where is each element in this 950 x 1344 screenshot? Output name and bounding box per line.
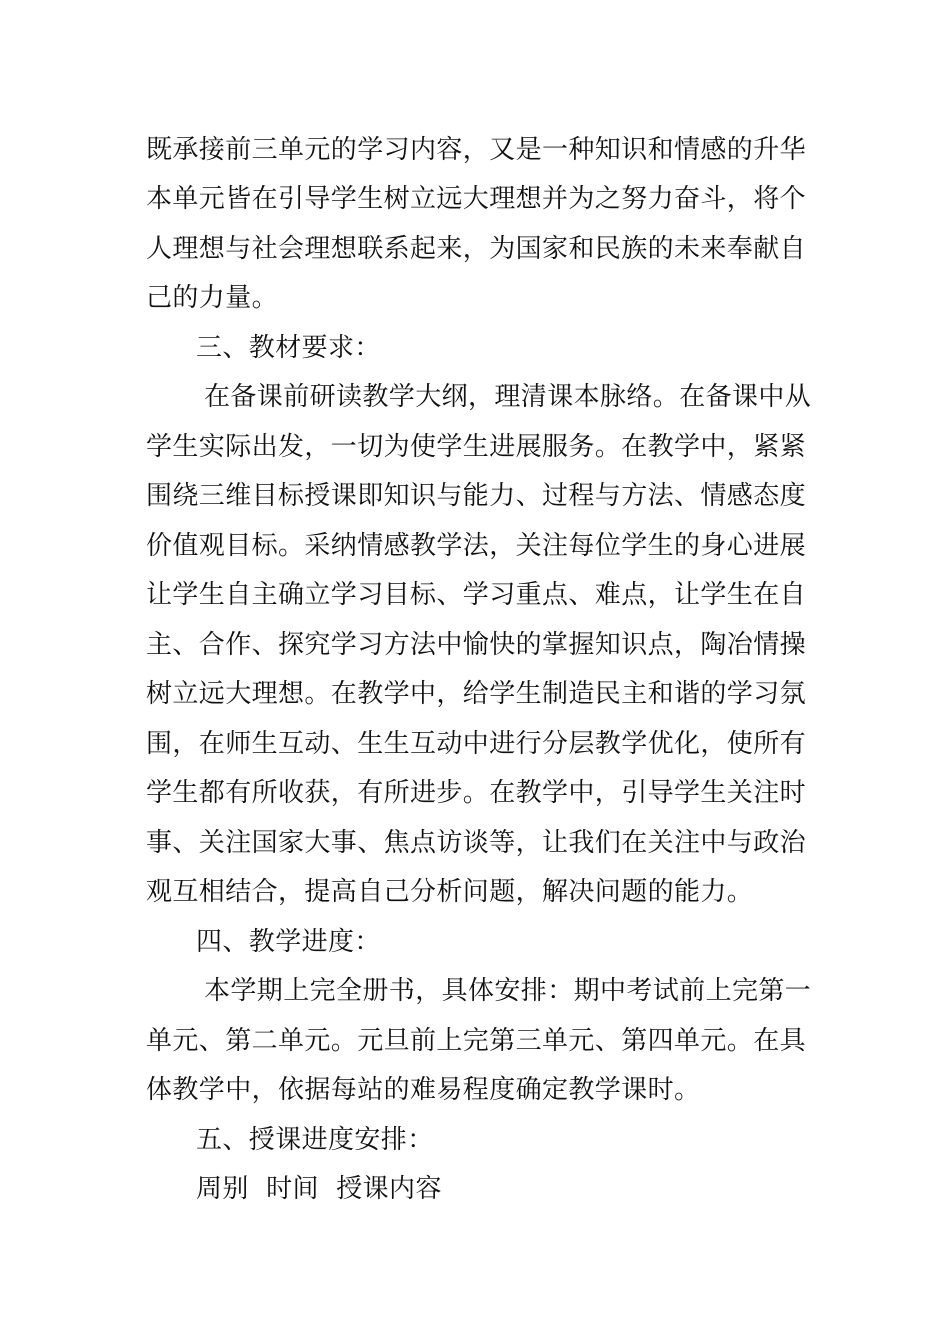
paragraph-line-9: 让学生自主确立学习目标、学习重点、难点，让学生在自 (146, 580, 807, 610)
paragraph-line-2: 本单元皆在引导学生树立远大理想并为之努力奋斗，将个 (146, 184, 807, 214)
paragraph-line-15: 观互相结合，提高自己分析问题，解决问题的能力。 (146, 877, 754, 907)
paragraph-line-12: 围，在师生互动、生生互动中进行分层教学优化，使所有 (146, 729, 807, 759)
section-heading-3: 三、教材要求： (196, 333, 381, 363)
paragraph-line-14: 事、关注国家大事、焦点访谈等，让我们在关注中与政治 (146, 828, 807, 858)
paragraph-line-8: 价值观目标。采纳情感教学法，关注每位学生的身心进展 (146, 531, 807, 561)
paragraph-line-6: 学生实际出发，一切为使学生进展服务。在教学中，紧紧 (146, 432, 807, 462)
paragraph-line-3: 人理想与社会理想联系起来，为国家和民族的未来奉献自 (146, 234, 807, 264)
paragraph-line-1: 既承接前三单元的学习内容，又是一种知识和情感的升华 (146, 135, 807, 165)
paragraph-line-18: 体教学中，依据每站的难易程度确定教学课时。 (146, 1075, 701, 1105)
paragraph-line-11: 树立远大理想。在教学中，给学生制造民主和谐的学习氛 (146, 679, 807, 709)
paragraph-line-17: 单元、第二单元。元旦前上完第三单元、第四单元。在具 (146, 1026, 807, 1056)
section-heading-4: 四、教学进度： (196, 927, 381, 957)
paragraph-line-13: 学生都有所收获，有所进步。在教学中，引导学生关注时 (146, 778, 807, 808)
paragraph-line-5: 在备课前研读教学大纲，理清课本脉络。在备课中从 (204, 382, 812, 412)
section-heading-5: 五、授课进度安排： (196, 1125, 434, 1155)
table-header-line: 周别 时间 授课内容 (196, 1174, 442, 1204)
paragraph-line-16: 本学期上完全册书，具体安排：期中考试前上完第一 (204, 976, 812, 1006)
paragraph-line-10: 主、合作、探究学习方法中愉快的掌握知识点，陶冶情操 (146, 630, 807, 660)
paragraph-line-7: 围绕三维目标授课即知识与能力、过程与方法、情感态度 (146, 481, 807, 511)
paragraph-line-4: 己的力量。 (146, 283, 279, 313)
